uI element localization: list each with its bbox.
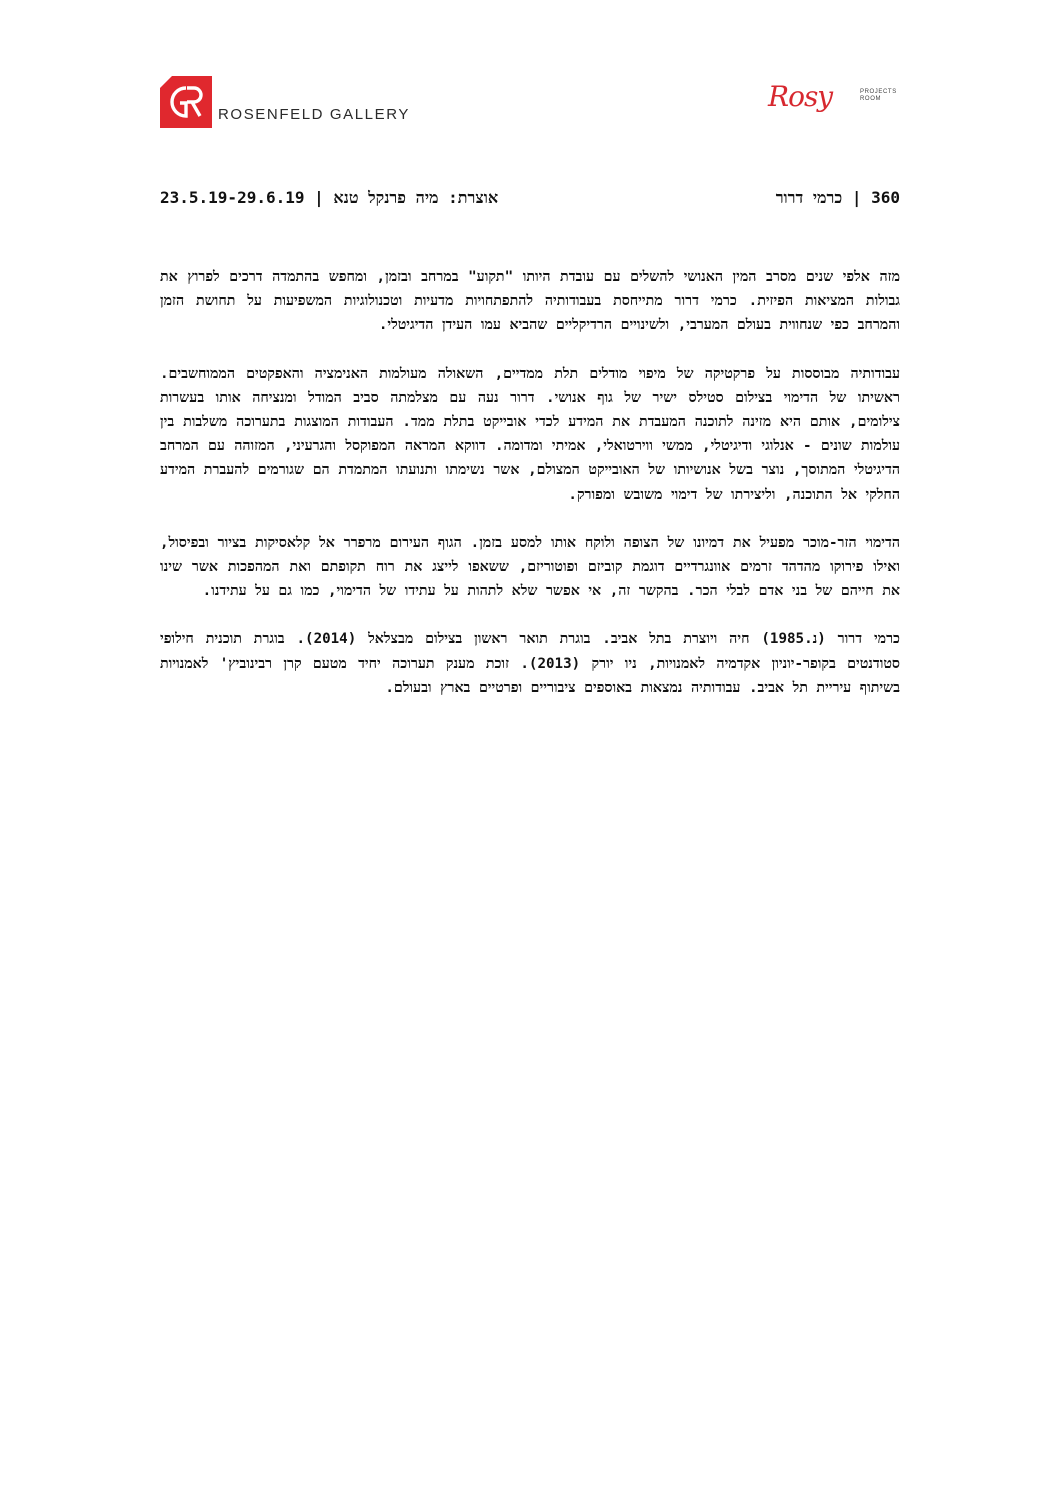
paragraph-image: הדימוי הזר-מוכר מפעיל את דמיונו של הצופה ולוקח אותו למסע בזמן. הגוף העירום מרפרר אל קלאסיקות בציור ובפיסול, ואילו פירוקו מהדהד זרמים אוונגרדיים דוגמת קוביזם ופוטוריזם, ששאפו לייצג את רוח תקופתם ואת המהפכות אשר שינו את חייהם של בני אדם לבלי הכר. בהקשר זה, אי אפשר שלא לתהות על עתידו של הדימוי, כמו גם על עתידנו. [160,534,900,600]
gallery-name: ROSENFELD GALLERY [218,106,410,123]
press-text [160,265,900,724]
curator-and-dates: אוצרת: מיה פרנקל טנא | 23.5.19-29.6.19 [160,188,499,207]
rosy-subtitle-line-2: ROOM [860,96,882,102]
paragraph-intro: מזה אלפי שנים מסרב המין האנושי להשלים עם עובדת היותו "תקוע" במרחב ובזמן, ומחפש בהתמדה דרכים לפרוץ את גבולות המציאות הפיזית. כרמי דרור מתייחסת בעבודותיה להתפתחויות מדעיות וטכנולוגיות המשפיעות על תחושת הזמן והמרחב כפי שנחווית בעולם המערבי, ולשינויים הרדיקליים שהביא עמו העידן הדיגיטלי. [160,269,900,334]
paragraph-process: עבודותיה מבוססות על פרקטיקה של מיפוי מודלים תלת ממדיים, השאולה מעולמות האנימציה והאפקטים הממוחשבים. ראשיתו של הדימוי בצילום סטילס ישיר של גוף אנושי. דרור נעה עם מצלמתה סביב המודל ומנציחה אותו בעשרות צילומים, אותם היא מזינה לתוכנה המעבדת את המידע לכדי אובייקט בתלת ממד. העבודות המוצגות בתערוכה משלבות בין עולמות שונים - אנלוגי ודיגיטלי, ממשי ווירטואלי, אמיתי ומדומה. דווקא המראה המפוקסל והגרעיני, המזוהה עם המרחב הדיגיטלי המתוסך, נוצר בשל אנושיותו של האובייקט המצולם, אשר נשימתו ותנועתו המתמדת הם שגורמים להעברת המידע החלקי אל התוכנה, וליצירתו של דימוי משובש ומפורק. [160,365,900,503]
rosenfeld-gallery-logo [160,76,440,132]
gr-monogram-icon [160,76,212,128]
rosy-subtitle [860,89,897,103]
rosy-subtitle-line-1: PROJECTS [860,89,897,95]
exhibition-title: 360 | כרמי דרור [775,188,900,207]
rosy-projects-room-logo [768,80,898,126]
rosy-wordmark: Rosy [768,80,833,113]
paragraph-bio: כרמי דרור (נ.1985) חיה ויוצרת בתל אביב. בוגרת תואר ראשון בצילום מבצלאל (2014). בוגרת תוכנית חילופי סטודנטים בקופר-יוניון אקדמיה לאמנויות, ניו יורק (2013). זוכת מענק תערוכה יחיד מטעם קרן רבינוביץ' לאמנויות בשיתוף עיריית תל אביב. עבודותיה נמצאות באוספים ציבוריים ופרטיים בארץ ובעולם. [160,631,900,696]
